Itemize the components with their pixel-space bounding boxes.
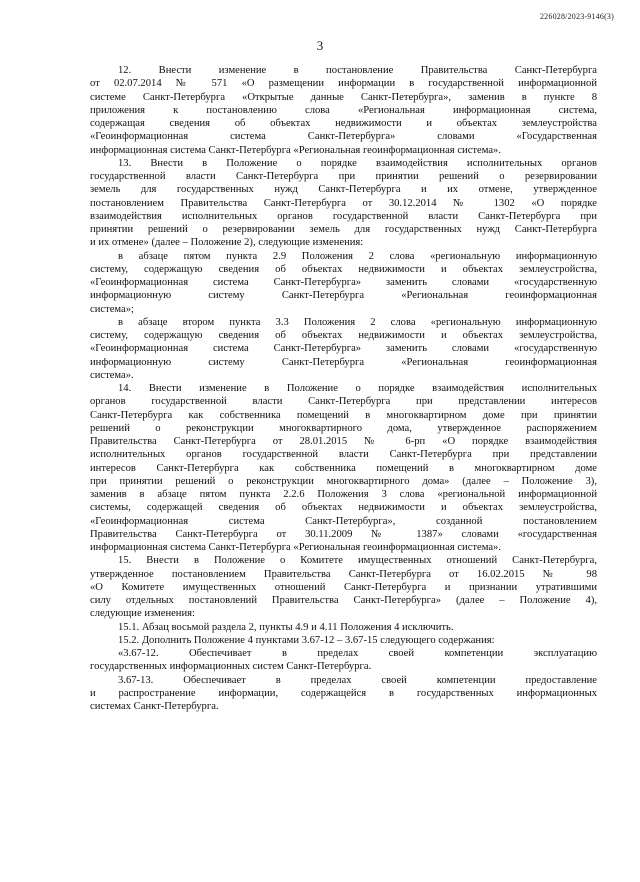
text-line: 14. Внести изменение в Положение о порядке взаимодействия исполнительных [118,383,597,394]
document-body [90,64,597,713]
paragraph-item-14 [90,382,597,554]
text-line: «Геоинформационная система Санкт-Петербурга» заменить словами «государственную [90,277,597,288]
text-line: «О Комитете имущественных отношений Санкт-Петербурга и признании утратившими [90,581,597,593]
text-line: систему, содержащую сведения об объектах недвижимости и объектах землеустройства, [90,330,597,341]
text-line: принятии решений о резервировании земель для государственных нужд Санкт-Петербурга [90,224,597,235]
text-line: постановлением Правительства Санкт-Петербурга от 30.12.2014 № 1302 «О порядке [90,197,597,209]
text-line: информационную систему Санкт-Петербурга «Региональная геоинформационная [90,356,597,368]
text-line: от 02.07.2014 № 571 «О размещении информации в государственной информационной [90,78,597,90]
text-line: «3.67-12. Обеспечивает в пределах своей компетенции эксплуатацию [118,648,597,659]
text-line: Правительства Санкт-Петербурга от 30.11.2009 № 1387» словами «государственная [90,528,597,540]
text-line: информационная система Санкт-Петербурга «Региональная геоинформационная система». [90,144,502,156]
text-line: Санкт-Петербурга как собственника помещений в многоквартирном доме при принятии [90,409,597,421]
text-line: системе Санкт-Петербурга «Открытые данные Санкт-Петербурга», заменив в пункте 8 [90,91,597,103]
paragraph-item-15-1 [90,621,597,634]
paragraph-item-3-67-13 [90,674,597,714]
text-line: систему, содержащую сведения об объектах недвижимости и объектах землеустройства, [90,263,597,275]
text-line: заменив в абзаце пятом пункта 2.2.6 Положения 3 слова «региональной информационной [90,489,597,500]
page-number: 3 [316,38,324,53]
text-line: приложения к постановлению слова «Региональная информационная система, [90,104,597,116]
text-line: государственной власти Санкт-Петербурга при принятии решений о резервировании [90,171,597,182]
text-line: 15. Внести в Положение о Комитете имущественных отношений Санкт-Петербурга, [118,555,597,567]
text-line: в абзаце втором пункта 3.3 Положения 2 слова «региональную информационную [118,316,597,328]
text-line: и распространение информации, содержащейся в государственных информационных [90,687,597,699]
text-line: интересов Санкт-Петербурга как собственника помещений в многоквартирном доме [90,462,597,474]
text-line: информационная система Санкт-Петербурга «Региональная геоинформационная система». [90,542,502,553]
paragraph-item-13-subitem-1 [90,250,597,316]
text-line: следующие изменения: [90,608,195,620]
text-line: 3.67-13. Обеспечивает в пределах своей компетенции предоставление [118,674,597,686]
text-line: взаимодействия исполнительных органов государственной власти Санкт-Петербурга при [90,210,597,222]
text-line: земель для государственных нужд Санкт-Петербурга и их отмене, утвержденное [90,184,597,196]
text-line: Правительства Санкт-Петербурга от 28.01.2015 № 6-рп «О порядке взаимодействия [90,436,597,447]
text-line: системах Санкт-Петербурга. [90,701,219,712]
text-line: силу отдельных постановлений Правительства Санкт-Петербурга» (далее – Положение 4), [90,595,597,606]
text-line: «Геоинформационная система Санкт-Петербурга» заменить словами «государственную [90,343,597,355]
text-line: системы, содержащей сведения об объектах недвижимости и объектах землеустройства, [90,502,597,514]
text-line: система». [90,369,134,381]
text-line: 12. Внести изменение в постановление Правительства Санкт-Петербурга [118,65,597,76]
text-line: 13. Внести в Положение о порядке взаимодействия исполнительных органов [118,157,597,169]
text-line: решений о реконструкции многоквартирного дома, утвержденное распоряжением [90,422,597,434]
text-line: содержащая сведения об объектах недвижимости и объектах землеустройства [90,118,597,129]
text-line: государственных информационных систем Санкт-Петербурга. [90,661,372,673]
text-line: в абзаце пятом пункта 2.9 Положения 2 слова «региональную информационную [118,250,597,262]
text-line: утвержденное постановлением Правительства Санкт-Петербурга от 16.02.2015 № 98 [90,568,597,580]
paragraph-item-13 [90,157,597,250]
text-line: система»; [90,303,134,315]
paragraph-item-3-67-12 [90,647,597,674]
text-line: органов государственной власти Санкт-Петербурга при представлении интересов [90,396,597,408]
text-line: 15.1. Абзац восьмой раздела 2, пункты 4.9 и 4.11 Положения 4 исключить. [118,621,454,633]
paragraph-item-13-subitem-2 [90,316,597,382]
text-line: информационную систему Санкт-Петербурга «Региональная геоинформационная [90,290,597,302]
paragraph-item-12 [90,64,597,157]
document-number: 226028/2023-9146(3) [539,12,614,21]
text-line: исполнительных органов государственной власти Санкт-Петербурга при представлении [90,449,597,461]
paragraph-item-15 [90,554,597,620]
text-line: «Геоинформационная система Санкт-Петербурга», созданной постановлением [90,515,597,527]
text-line: при принятии решений о реконструкции многоквартирного дома» (далее – Положение 3), [90,475,597,487]
text-line: «Геоинформационная система Санкт-Петербурга» словами «Государственная [90,131,597,143]
text-line: и их отмене» (далее – Положение 2), следующие изменения: [90,237,364,249]
text-line: 15.2. Дополнить Положение 4 пунктами 3.67-12 – 3.67-15 следующего содержания: [118,634,495,646]
paragraph-item-15-2 [90,634,597,647]
